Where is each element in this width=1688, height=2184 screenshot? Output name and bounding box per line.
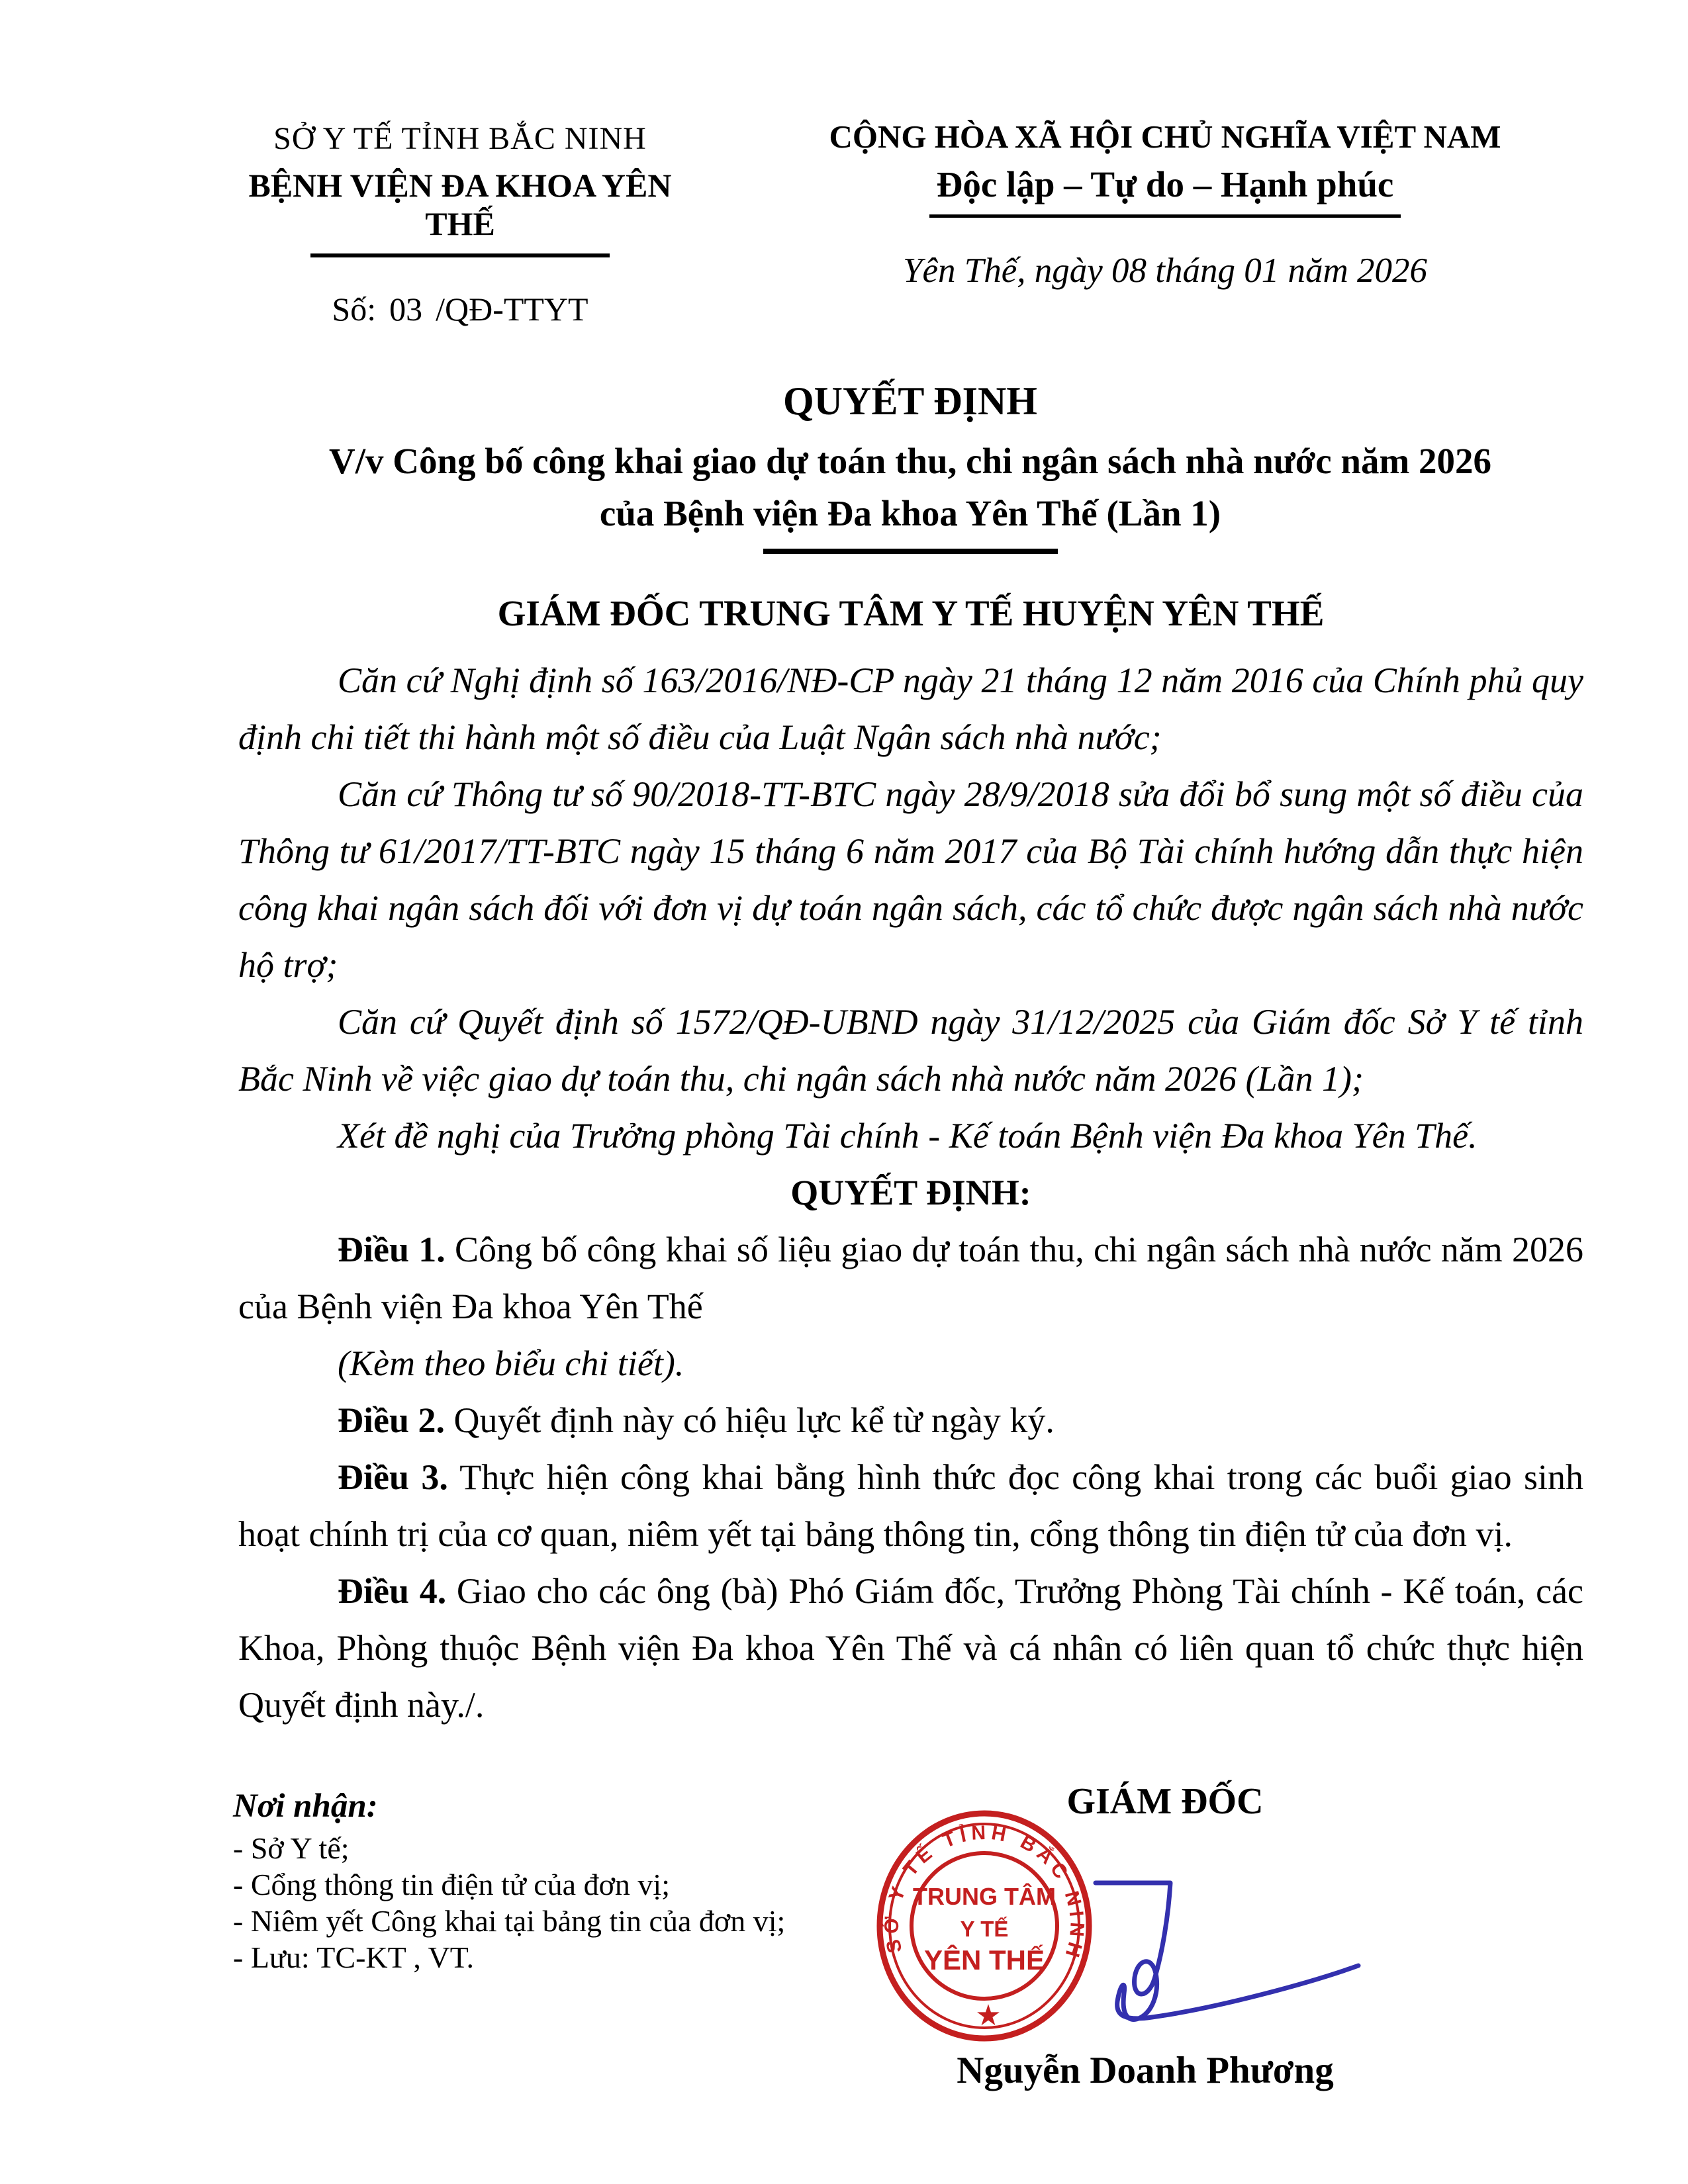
parent-agency: SỞ Y TẾ TỈNH BẮC NINH — [273, 121, 647, 156]
preamble-paragraph: Xét đề nghị của Trưởng phòng Tài chính - Kế toán Bệnh viện Đa khoa Yên Thế. — [338, 1116, 1477, 1156]
subject-line-2: của Bệnh viện Đa khoa Yên Thế (Lần 1) — [599, 493, 1221, 533]
signature-stroke — [1096, 1883, 1358, 2019]
article-2-text: Quyết định này có hiệu lực kể từ ngày ký. — [445, 1400, 1055, 1440]
handwritten-signature-icon — [1033, 1853, 1403, 2038]
recipient-item: - Cổng thông tin điện tử của đơn vị; — [233, 1868, 670, 1901]
article-4 — [238, 1563, 1583, 1733]
article-4-text: Giao cho các ông (bà) Phó Giám đốc, Trưởng Phòng Tài chính - Kế toán, các Khoa, Phòng thuộc Bệnh viện Đa khoa Yên Thế và cá nhân có liên quan tổ chức thực hiện Quyết định này./. — [238, 1571, 1584, 1725]
decision-heading: QUYẾT ĐỊNH: — [790, 1173, 1031, 1212]
national-motto-block — [771, 118, 1559, 291]
signer-position-title: GIÁM ĐỐC — [1066, 1781, 1264, 1822]
recipient-item: - Lưu: TC-KT , VT. — [233, 1940, 474, 1974]
recipient-item: - Sở Y tế; — [233, 1831, 350, 1865]
preamble-paragraph: Căn cứ Quyết định số 1572/QĐ-UBND ngày 31/12/2025 của Giám đốc Sở Y tế tỉnh Bắc Ninh về việc giao dự toán thu, chi ngân sách nhà nước năm 2026 (Lần 1); — [238, 1002, 1583, 1099]
recipients-block — [233, 1788, 785, 1976]
attachment-note: (Kèm theo biểu chi tiết). — [338, 1343, 684, 1383]
place-date-line: Yên Thế, ngày 08 tháng 01 năm 2026 — [902, 251, 1428, 290]
document-body — [238, 652, 1583, 1733]
country-title: CỘNG HÒA XÃ HỘI CHỦ NGHĨA VIỆT NAM — [829, 118, 1501, 155]
issuing-authority-line: GIÁM ĐỐC TRUNG TÂM Y TẾ HUYỆN YÊN THẾ — [497, 593, 1325, 633]
recipients-label: Nơi nhận: — [233, 1788, 378, 1825]
stamp-ring-textpath: SỞ Y TẾ TỈNH BẮC NINH — [880, 1821, 1088, 1964]
recipient-item: - Niêm yết Công khai tại bảng tin của đơn vị; — [233, 1904, 786, 1938]
document-number-label: Số: — [332, 291, 377, 328]
stamp-center-line1: TRUNG TÂM — [913, 1883, 1056, 1910]
signer-name: Nguyễn Doanh Phương — [957, 2050, 1334, 2091]
article-1-text: Công bố công khai số liệu giao dự toán thu, chi ngân sách nhà nước năm 2026 của Bệnh viện Đa khoa Yên Thế — [238, 1230, 1583, 1326]
title-block — [106, 379, 1688, 554]
document-number-value: 03 — [389, 291, 423, 328]
agency-underline — [310, 253, 610, 257]
motto-underline — [929, 214, 1401, 218]
article-2 — [238, 1392, 1583, 1449]
motto: Độc lập – Tự do – Hạnh phúc — [936, 164, 1394, 205]
agency-name: BỆNH VIỆN ĐA KHOA YÊN THẾ — [248, 167, 672, 242]
article-4-label: Điều 4. — [338, 1571, 447, 1611]
article-3-label: Điều 3. — [338, 1457, 448, 1497]
document-type-title: QUYẾT ĐỊNH — [783, 379, 1037, 423]
preamble-paragraph: Căn cứ Nghị định số 163/2016/NĐ-CP ngày 21 tháng 12 năm 2016 của Chính phủ quy định chi tiết thi hành một số điều của Luật Ngân sách nhà nước; — [238, 660, 1583, 757]
stamp-center-line3: YÊN THẾ — [923, 1944, 1045, 1976]
article-2-label: Điều 2. — [338, 1400, 445, 1440]
issuing-agency-block — [225, 120, 695, 257]
document-number — [225, 290, 695, 328]
stamp-center-line2: Y TẾ — [960, 1917, 1009, 1941]
title-underline — [763, 549, 1058, 554]
article-3 — [238, 1449, 1583, 1563]
article-1 — [238, 1221, 1583, 1335]
article-1-label: Điều 1. — [338, 1230, 445, 1269]
document-number-suffix: /QĐ-TTYT — [436, 291, 588, 328]
subject-line-1: V/v Công bố công khai giao dự toán thu, chi ngân sách nhà nước năm 2026 — [328, 441, 1492, 481]
article-3-text: Thực hiện công khai bằng hình thức đọc công khai trong các buổi giao sinh hoạt chính trị của cơ quan, niêm yết tại bảng thông tin, cổng thông tin điện tử của đơn vị. — [238, 1457, 1584, 1554]
preamble-paragraph: Căn cứ Thông tư số 90/2018-TT-BTC ngày 28/9/2018 sửa đổi bổ sung một số điều của Thông tư 61/2017/TT-BTC ngày 15 tháng 6 năm 2017 của Bộ Tài chính hướng dẫn thực hiện công khai ngân sách đối với đơn vị dự toán ngân sách, các tổ chức được ngân sách nhà nước hộ trợ; — [238, 774, 1583, 985]
stamp-star-icon: ★ — [975, 1999, 1002, 2032]
